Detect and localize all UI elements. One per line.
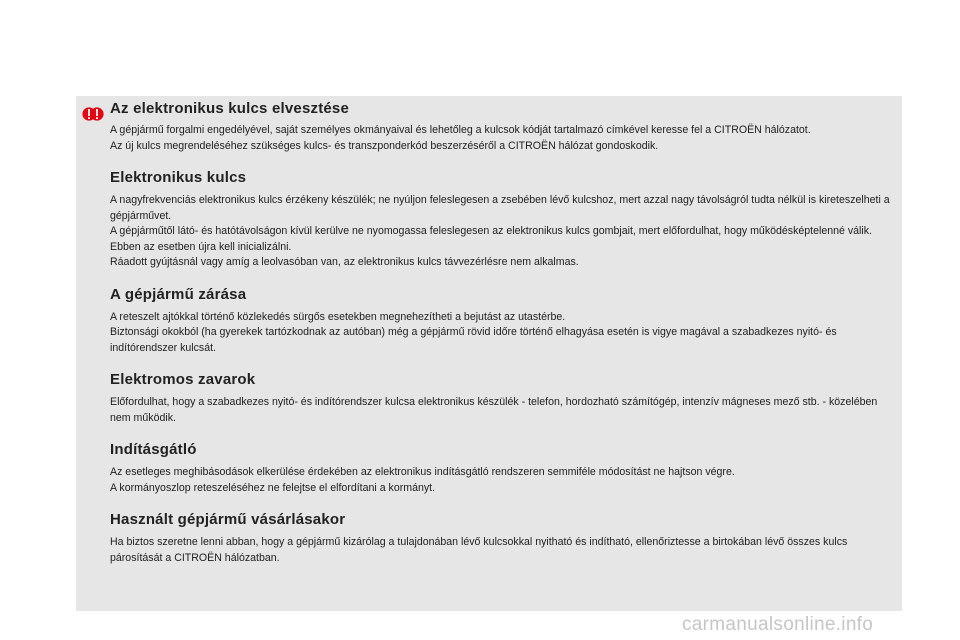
section-title: Elektronikus kulcs	[110, 169, 247, 186]
paragraph: Ráadott gyújtásnál vagy amíg a leolvasóban van, az elektronikus kulcs távvezérlésre nem alkalmas.	[110, 256, 579, 268]
section-electronic-key	[110, 169, 896, 271]
warning-icon	[82, 104, 104, 124]
watermark: carmanualsonline.info	[682, 614, 874, 635]
section-title: Az elektronikus kulcs elvesztése	[110, 100, 350, 117]
paragraph: Az új kulcs megrendeléséhez szükséges kulcs- és transzponderkód beszerzéséről a CITROËN hálózat gondoskodik.	[110, 139, 659, 152]
section-electrical-interference	[110, 371, 896, 426]
section-title: Elektromos zavarok	[110, 371, 256, 388]
paragraph: Az esetleges meghibásodások elkerülése érdekében az elektronikus indításgátló rendszeren semmiféle módosítást ne hajtson végre.	[110, 466, 735, 478]
section-used-vehicle	[110, 511, 896, 566]
paragraph: A reteszelt ajtókkal történő közlekedés sürgős esetekben megnehezítheti a bejutást az utastérbe.	[110, 310, 566, 323]
paragraph: A nagyfrekvenciás elektronikus kulcs érzékeny készülék; ne nyúljon feleslegesen a zsebében lévő kulcshoz, mert azzal nagy távolságról tudta nélkül is kireteszelheti a gépjárművet.	[110, 194, 890, 222]
paragraph: A gépjármű forgalmi engedélyével, saját személyes okmányaival és lehetőleg a kulcsok kódját tartalmazó címkével keresse fel a CITROËN hálózatot.	[110, 124, 811, 136]
section-title: A gépjármű zárása	[110, 285, 247, 303]
section-immobiliser	[110, 441, 896, 496]
paragraph: A gépjárműtől látó- és hatótávolságon kívül kerülve ne nyomogassa feleslegesen az elektronikus kulcs gombjait, mert előfordulhat, hogy működésképtelenné válik. Ebben az esetben újra kell inicializálni.	[110, 225, 872, 253]
paragraph: Biztonsági okokból (ha gyerekek tartózkodnak az autóban) még a gépjármű rövid időre történő elhagyása esetén is vigye magával a szabadkezes nyitó- és indítórendszer kulcsát.	[110, 326, 837, 354]
paragraph: A kormányoszlop reteszeléséhez ne felejtse el elfordítani a kormányt.	[110, 481, 436, 494]
section-title: Használt gépjármű vásárlásakor	[110, 511, 346, 528]
paragraph: Előfordulhat, hogy a szabadkezes nyitó- és indítórendszer kulcsa elektronikus készülék - telefon, hordozható számítógép, intenzív mágneses mező stb. - közelében nem működik.	[110, 396, 878, 424]
content-area	[110, 100, 896, 581]
paragraph: Ha biztos szeretne lenni abban, hogy a gépjármű kizárólag a tulajdonában lévő kulcsokkal nyitható és indítható, ellenőriztesse a birtokában lévő összes kulcs párosítását a CITROËN hálózatban.	[110, 536, 848, 564]
section-key-loss	[110, 100, 896, 154]
section-vehicle-locking	[110, 286, 896, 357]
section-title: Indításgátló	[110, 441, 197, 458]
